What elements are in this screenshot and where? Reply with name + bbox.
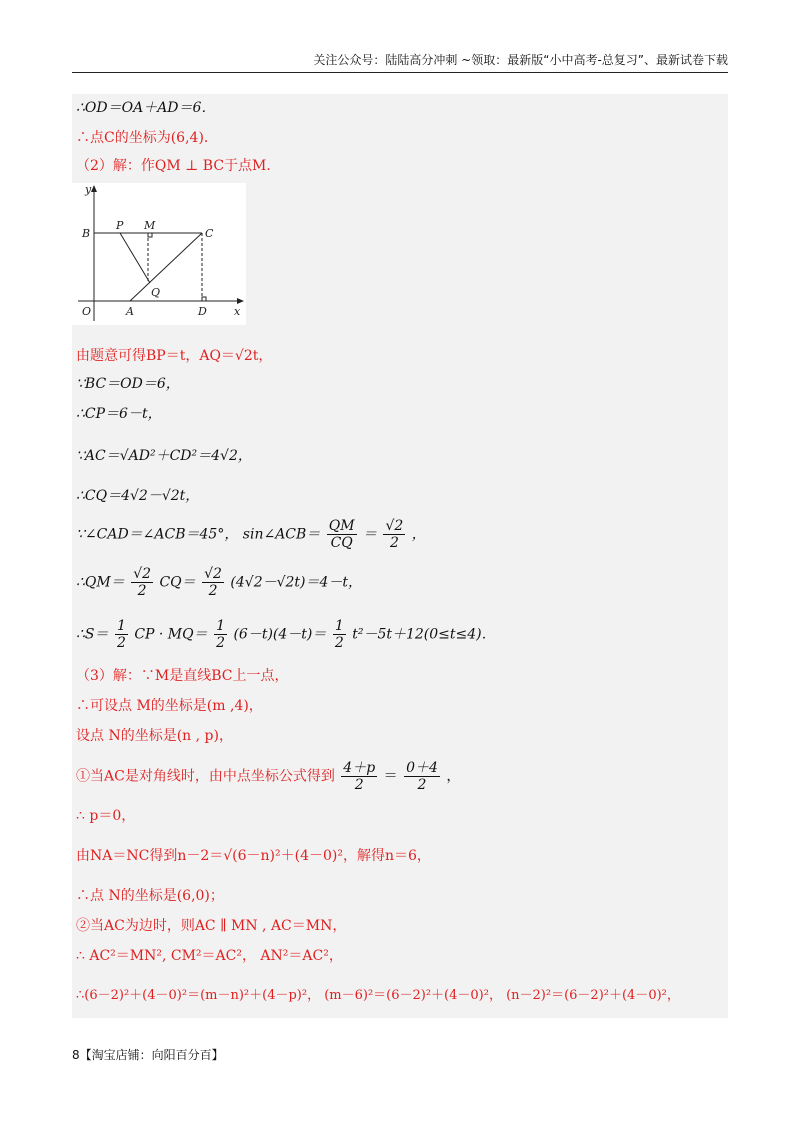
line-bp-aq: 由题意可得BP＝t，AQ＝√2t， [76,348,273,364]
line-cq: ∴CQ＝4√2－√2t， [76,488,200,504]
line-part3: （3）解：∵M是直线BC上一点， [76,668,289,684]
line-equations: ∴(6－2)²＋(4－0)²＝(m－n)²＋(4－p)²， (m－6)²＝(6－2)²＋(4－0)²， (n－2)²＝(6－2)²＋(4－0)²， [76,988,680,1003]
label-m: M [144,219,156,232]
line-case-diagonal: ①当AC是对角线时，由中点坐标公式得到 $\frac{4+p}{2}$ ＝ $\frac{0+4}{2}$ ， [76,760,461,793]
line-cp: ∴CP＝6－t， [76,406,162,422]
label-a: A [126,305,134,318]
line-qm: ∴QM＝ $\frac{√2}{2}$ CQ＝ $\frac{√2}{2}$ (4√2－√2t)＝4－t， [76,566,363,599]
geometry-figure [72,183,246,325]
segment-pq [120,233,150,283]
line-sin: ∵∠CAD＝∠ACB＝45°， sin∠ACB＝ $\frac{QM}{CQ}$ ＝ $\frac{√2}{2}$ ， [76,518,426,551]
label-y: y [85,183,92,196]
label-b: B [82,227,91,240]
label-q: Q [151,286,161,299]
line-point-n: ∴点 N的坐标是(6,0)； [76,888,224,904]
line-bc-od: ∵BC＝OD＝6， [76,376,180,392]
line-case-side: ②当AC为边时，则AC ∥ MN , AC＝MN， [76,918,347,934]
line-point-c: ∴点C的坐标为(6,4)． [76,130,218,146]
line-ac: ∵AC＝√AD²＋CD²＝4√2， [76,448,252,464]
page-footer: 8【淘宝店铺：向阳百分百】 [72,1048,224,1062]
label-c: C [205,227,214,240]
label-d: D [198,305,207,318]
label-o: O [82,305,92,318]
line-equalities: ∴ AC²＝MN², CM²＝AC²， AN²＝AC²， [76,948,343,964]
label-x: x [234,305,241,318]
line-part2: （2）解：作QM ⊥ BC于点M． [76,158,281,174]
line-set-n: 设点 N的坐标是(n , p)， [76,728,233,744]
page-header: 关注公众号：陆陆高分冲刺 ~领取：最新版“小中高考-总复习”、最新试卷下载 [72,52,728,73]
line-set-m: ∴可设点 M的坐标是(m ,4)， [76,698,263,714]
line-area-s: ∴S＝ $\frac{1}{2}$ CP · MQ＝ $\frac{1}{2}$ (6－t)(4－t)＝ $\frac{1}{2}$ t²－5t＋12(0≤t≤4)． [76,618,496,651]
line-na-nc: 由NA＝NC得到n－2＝√(6－n)²＋(4－0)²，解得n＝6， [76,848,431,864]
line-p-zero: ∴ p＝0， [76,808,136,824]
label-p: P [116,219,124,232]
line-od: ∴OD＝OA＋AD＝6． [76,100,216,116]
